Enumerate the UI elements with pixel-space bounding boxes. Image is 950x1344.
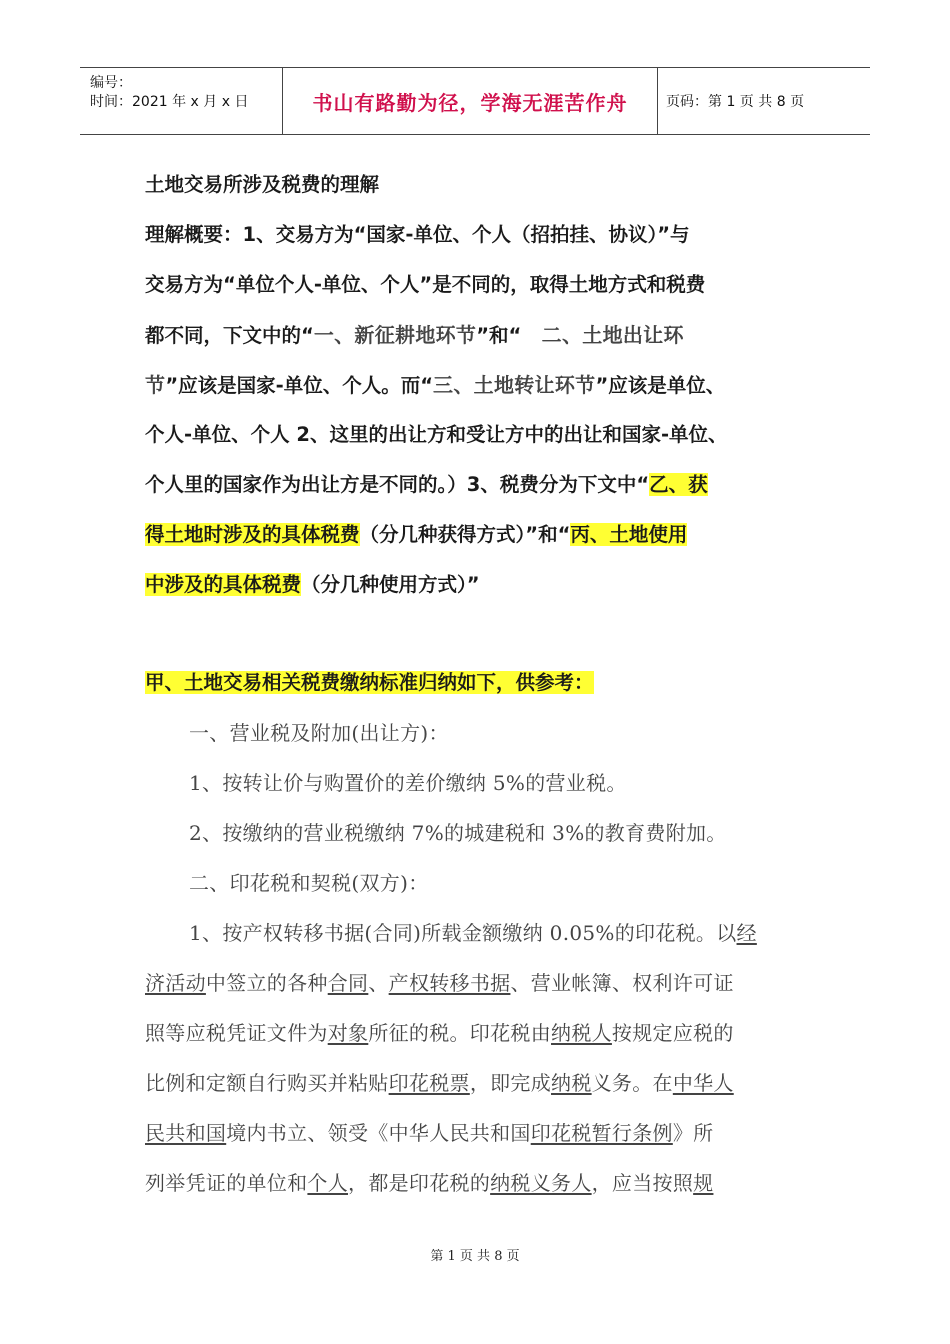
summary-line-8: 中涉及的具体税费（分几种使用方式）” (145, 573, 480, 596)
link-taxpayer[interactable]: 纳税人 (551, 1021, 612, 1045)
header-page-info: 页码：第 1 页 共 8 页 (666, 94, 805, 110)
doc-title: 土地交易所涉及税费的理解 (145, 173, 380, 196)
stamp-tax-line-1: 1、按产权转移书据(合同)所载金额缴纳 0.05%的印花税。以经 (189, 921, 757, 945)
page-header (80, 67, 870, 135)
section-2-title: 二、印花税和契税(双方)： (189, 871, 429, 895)
summary-line-3: 都不同，下文中的“一、新征耕地环节”和“ 二、土地出让环 (145, 323, 684, 347)
link-economic-activity[interactable]: 济活动 (145, 971, 206, 995)
stamp-tax-line-5: 民共和国境内书立、领受《中华人民共和国印花税暂行条例》所 (145, 1121, 714, 1145)
link-rule[interactable]: 规 (693, 1171, 714, 1195)
spacer (145, 613, 815, 661)
summary-line-4: 节”应该是国家-单位、个人。而“三、土地转让环节”应该是单位、 (145, 373, 726, 397)
link-tax-payment[interactable]: 纳税 (551, 1071, 592, 1095)
number-label: 编号： (90, 75, 132, 91)
link-stamp-ticket[interactable]: 印花税票 (388, 1071, 470, 1095)
stamp-tax-line-4: 比例和定额自行购买并粘贴印花税票，即完成纳税义务。在中华人 (145, 1071, 734, 1095)
section-a-heading: 甲、土地交易相关税费缴纳标准归纳如下，供参考： (145, 671, 594, 694)
section-1-item-2: 2、按缴纳的营业税缴纳 7%的城建税和 3%的教育费附加。 (189, 821, 727, 845)
summary-line-2: 交易方为“单位个人-单位、个人”是不同的，取得土地方式和税费 (145, 273, 706, 296)
section-1-item-1: 1、按转让价与购置价的差价缴纳 5%的营业税。 (189, 771, 627, 795)
link-individual[interactable]: 个人 (307, 1171, 349, 1195)
section-1-title: 一、营业税及附加(出让方)： (189, 721, 449, 745)
header-meta (80, 68, 282, 134)
stamp-tax-line-2: 济活动中签立的各种合同、产权转移书据、营业帐簿、权利许可证 (145, 971, 734, 995)
motto-text: 书山有路勤为径，学海无涯苦作舟 (312, 90, 628, 115)
summary-line-1: 理解概要：1、交易方为“国家-单位、个人（招拍挂、协议）”与 (145, 223, 690, 246)
stamp-tax-line-6: 列举凭证的单位和个人，都是印花税的纳税义务人，应当按照规 (145, 1171, 714, 1195)
document-body (145, 163, 815, 1211)
page-footer: 第 1 页 共 8 页 (430, 1249, 520, 1264)
link-tax-obligor[interactable]: 纳税义务人 (490, 1171, 592, 1195)
summary-line-6: 个人里的国家作为出让方是不同的。）3、税费分为下文中“乙、获 (145, 473, 708, 496)
summary-line-7: 得土地时涉及的具体税费（分几种获得方式）”和“丙、土地使用 (145, 523, 688, 546)
stamp-tax-line-3: 照等应税凭证文件为对象所征的税。印花税由纳税人按规定应税的 (145, 1021, 734, 1045)
link-economic[interactable]: 经 (736, 921, 757, 945)
link-contract[interactable]: 合同 (327, 971, 369, 995)
header-motto (282, 68, 658, 134)
link-transfer-documents[interactable]: 产权转移书据 (388, 971, 511, 995)
link-prc-1[interactable]: 中华人 (672, 1071, 734, 1095)
link-prc-2[interactable]: 民共和国 (145, 1121, 227, 1145)
summary-line-5: 个人-单位、个人 2、这里的出让方和受让方中的出让和国家-单位、 (145, 423, 728, 446)
date-label: 时间：2021 年 x 月 x 日 (90, 94, 249, 110)
link-stamp-regulation[interactable]: 印花税暂行条例 (530, 1121, 673, 1145)
link-object[interactable]: 对象 (327, 1021, 369, 1045)
